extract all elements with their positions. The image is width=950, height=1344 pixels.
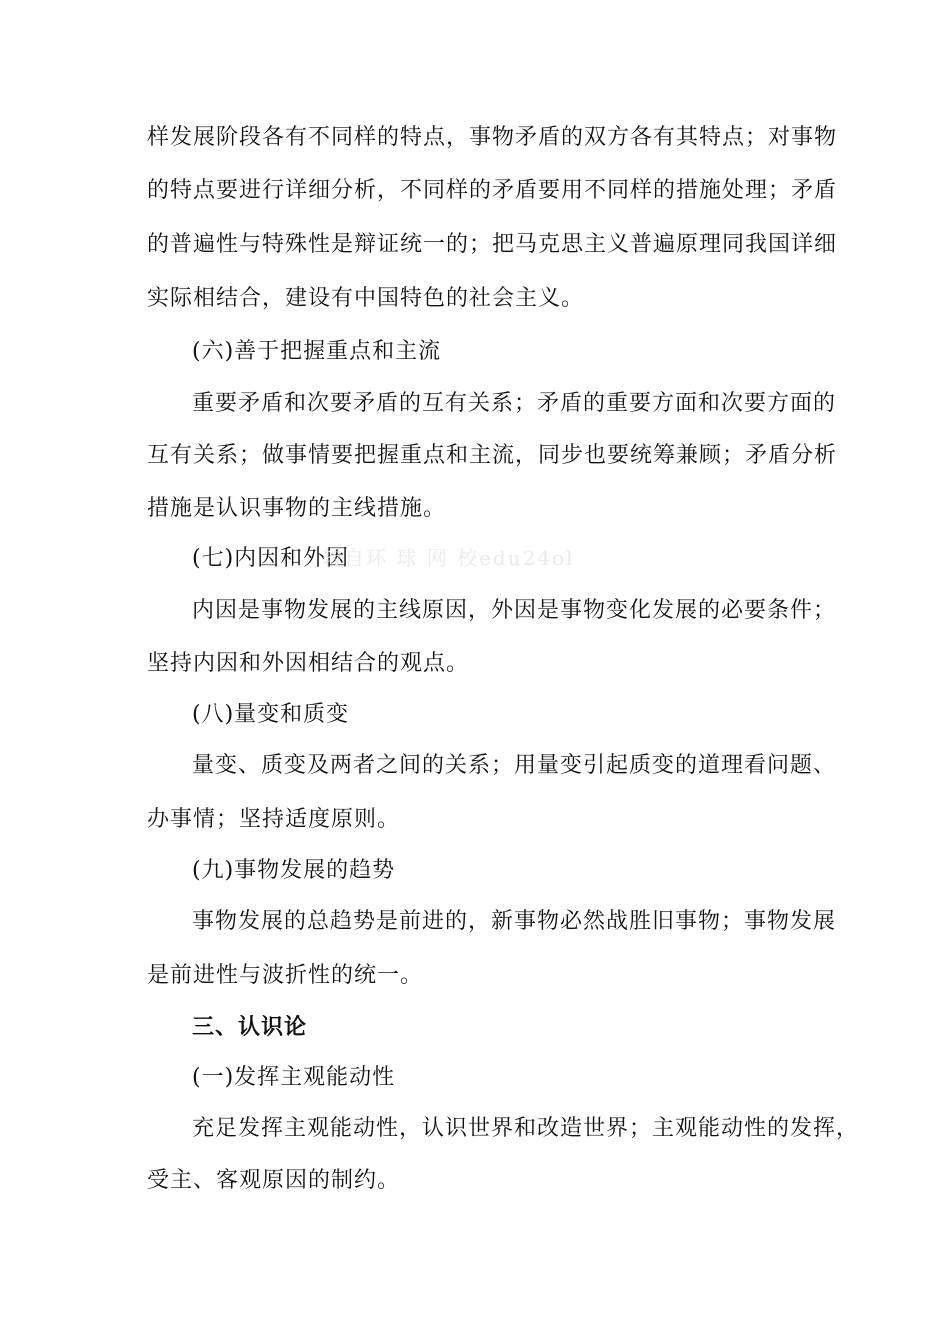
- body-line: 样发展阶段各有不同样的特点，事物矛盾的双方各有其特点；对事物: [147, 125, 838, 150]
- body-line: 充足发挥主观能动性，认识世界和改造世界；主观能动性的发挥，: [192, 1116, 860, 1141]
- section-heading: (七)内因和外因: [192, 546, 350, 571]
- body-line: 办事情；坚持适度原则。: [147, 807, 401, 832]
- chapter-heading: 三、认识论: [192, 1014, 308, 1040]
- body-line: 内因是事物发展的主线原因，外因是事物变化发展的必要条件；: [192, 598, 837, 623]
- body-line: 互有关系；做事情要把握重点和主流，同步也要统筹兼顾；矛盾分析: [147, 443, 838, 468]
- body-line: 的特点要进行详细分析，不同样的矛盾要用不同样的措施处理；矛盾: [147, 178, 838, 203]
- body-line: 事物发展的总趋势是前进的，新事物必然战胜旧事物；事物发展: [192, 909, 837, 934]
- body-line: 量变、质变及两者之间的关系；用量变引起质变的道理看问题、: [192, 753, 837, 778]
- body-line: 坚持内因和外因相结合的观点。: [147, 651, 470, 676]
- body-line: 是前进性与波折性的统一。: [147, 963, 424, 988]
- body-line: 实际相结合，建设有中国特色的社会主义。: [147, 286, 585, 311]
- watermark: 转自环 球 网 校edu24ol: [322, 546, 575, 570]
- body-line: 重要矛盾和次要矛盾的互有关系；矛盾的重要方面和次要方面的: [192, 391, 837, 416]
- section-heading: (八)量变和质变: [192, 702, 350, 727]
- body-line: 的普遍性与特殊性是辩证统一的；把马克思主义普遍原理同我国详细: [147, 232, 838, 257]
- body-line: 受主、客观原因的制约。: [147, 1168, 401, 1193]
- section-heading: (九)事物发展的趋势: [192, 858, 396, 883]
- body-line: 措施是认识事物的主线措施。: [147, 496, 447, 521]
- section-heading: (六)善于把握重点和主流: [192, 339, 442, 364]
- section-heading: (一)发挥主观能动性: [192, 1065, 396, 1090]
